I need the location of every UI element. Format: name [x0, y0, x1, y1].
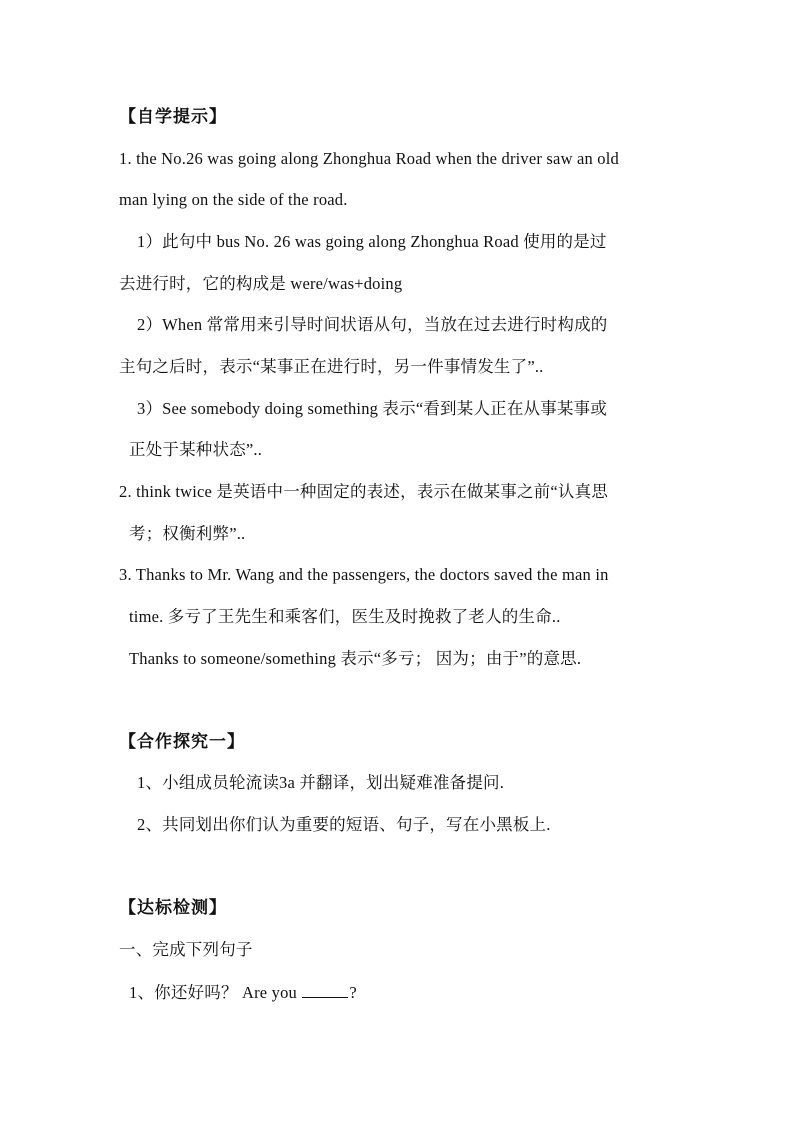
note-line-8: 正处于某种状态”..: [129, 440, 263, 459]
section-heading-cooperative-inquiry: 【合作探究一】: [119, 732, 245, 751]
note-line-13: Thanks to someone/something 表示“多亏； 因为；由于”的意思.: [129, 649, 582, 668]
answer-blank[interactable]: [302, 981, 348, 998]
question-suffix: ?: [349, 983, 357, 1002]
exercise-subheading: 一、完成下列句子: [119, 940, 253, 959]
note-line-1: 1. the No.26 was going along Zhonghua Road when the driver saw an old: [119, 149, 619, 168]
exercise-question-1: [129, 981, 357, 1004]
note-line-5: 2）When 常常用来引导时间状语从句，当放在过去进行时构成的: [137, 315, 608, 334]
note-line-7: 3）See somebody doing something 表示“看到某人正在从事某事或: [137, 399, 608, 418]
note-line-4: 去进行时，它的构成是 were/was+doing: [119, 274, 403, 293]
note-line-9: 2. think twice 是英语中一种固定的表述，表示在做某事之前“认真思: [119, 482, 609, 501]
note-line-10: 考；权衡利弊”..: [129, 524, 246, 543]
note-line-11: 3. Thanks to Mr. Wang and the passengers, the doctors saved the man in: [119, 565, 609, 584]
note-line-6: 主句之后时，表示“某事正在进行时，另一件事情发生了”..: [119, 357, 544, 376]
section-heading-assessment: 【达标检测】: [119, 898, 227, 917]
note-line-2: man lying on the side of the road.: [119, 190, 348, 209]
note-line-12: time. 多亏了王先生和乘客们，医生及时挽救了老人的生命..: [129, 607, 561, 626]
section-heading-self-study: 【自学提示】: [119, 107, 227, 126]
task-line-1: 1、小组成员轮流读3a 并翻译，划出疑难准备提问.: [137, 773, 505, 792]
task-line-2: 2、共同划出你们认为重要的短语、句子，写在小黑板上.: [137, 815, 551, 834]
question-prefix: 1、你还好吗？ Are you: [129, 983, 302, 1002]
note-line-3: 1）此句中 bus No. 26 was going along Zhonghua Road 使用的是过: [137, 232, 607, 251]
